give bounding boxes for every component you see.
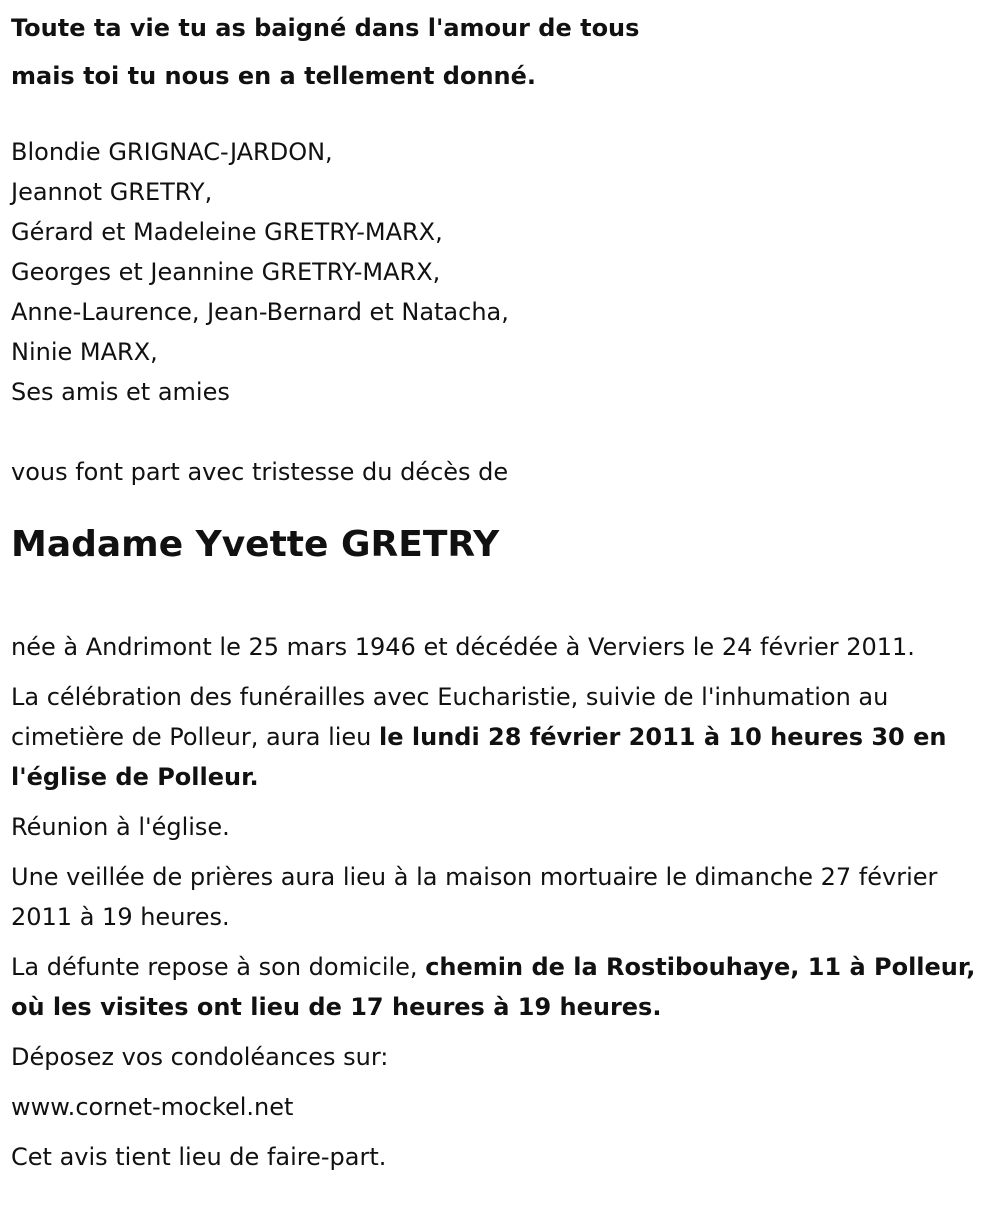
epitaph [11,4,986,100]
family-member: Jeannot GRETRY, [11,178,213,206]
announcement: vous font part avec tristesse du décès de [11,458,509,486]
obituary-notice [11,4,986,1187]
closing-note: Cet avis tient lieu de faire-part. [11,1143,387,1171]
birth-death-dates: née à Andrimont le 25 mars 1946 et décédée à Verviers le 24 février 2011. [11,633,915,661]
funeral-intro: La célébration des funérailles avec Eucharistie, suivie de l'inhumation au cimetière de Polleur, aura lieu [11,683,889,751]
family-member: Ses amis et amies [11,378,230,406]
funeral-details [11,627,986,1177]
family-member: Ninie MARX, [11,338,158,366]
epitaph-line: Toute ta vie tu as baigné dans l'amour de tous [11,14,640,42]
family-member: Blondie GRIGNAC-JARDON, [11,138,333,166]
repose-address: chemin de la Rostibouhaye, 11 à Polleur, où les visites ont lieu de 17 heures à 19 heures. [11,953,976,1021]
family-member: Georges et Jeannine GRETRY-MARX, [11,258,441,286]
funeral-paragraph [11,677,986,797]
family-member: Anne-Laurence, Jean-Bernard et Natacha, [11,298,509,326]
vigil-note: Une veillée de prières aura lieu à la maison mortuaire le dimanche 27 février 2011 à 19 heures. [11,863,938,931]
condolences-website: www.cornet-mockel.net [11,1093,294,1121]
condolences-label: Déposez vos condoléances sur: [11,1043,389,1071]
family-member: Gérard et Madeleine GRETRY-MARX, [11,218,443,246]
funeral-date-place: le lundi 28 février 2011 à 10 heures 30 en l'église de Polleur. [11,723,947,791]
reunion-note: Réunion à l'église. [11,813,230,841]
deceased-name: Madame Yvette GRETRY [11,524,500,565]
family-list [11,132,986,412]
repose-paragraph [11,947,986,1027]
epitaph-line: mais toi tu nous en a tellement donné. [11,62,537,90]
repose-intro: La défunte repose à son domicile, [11,953,426,981]
